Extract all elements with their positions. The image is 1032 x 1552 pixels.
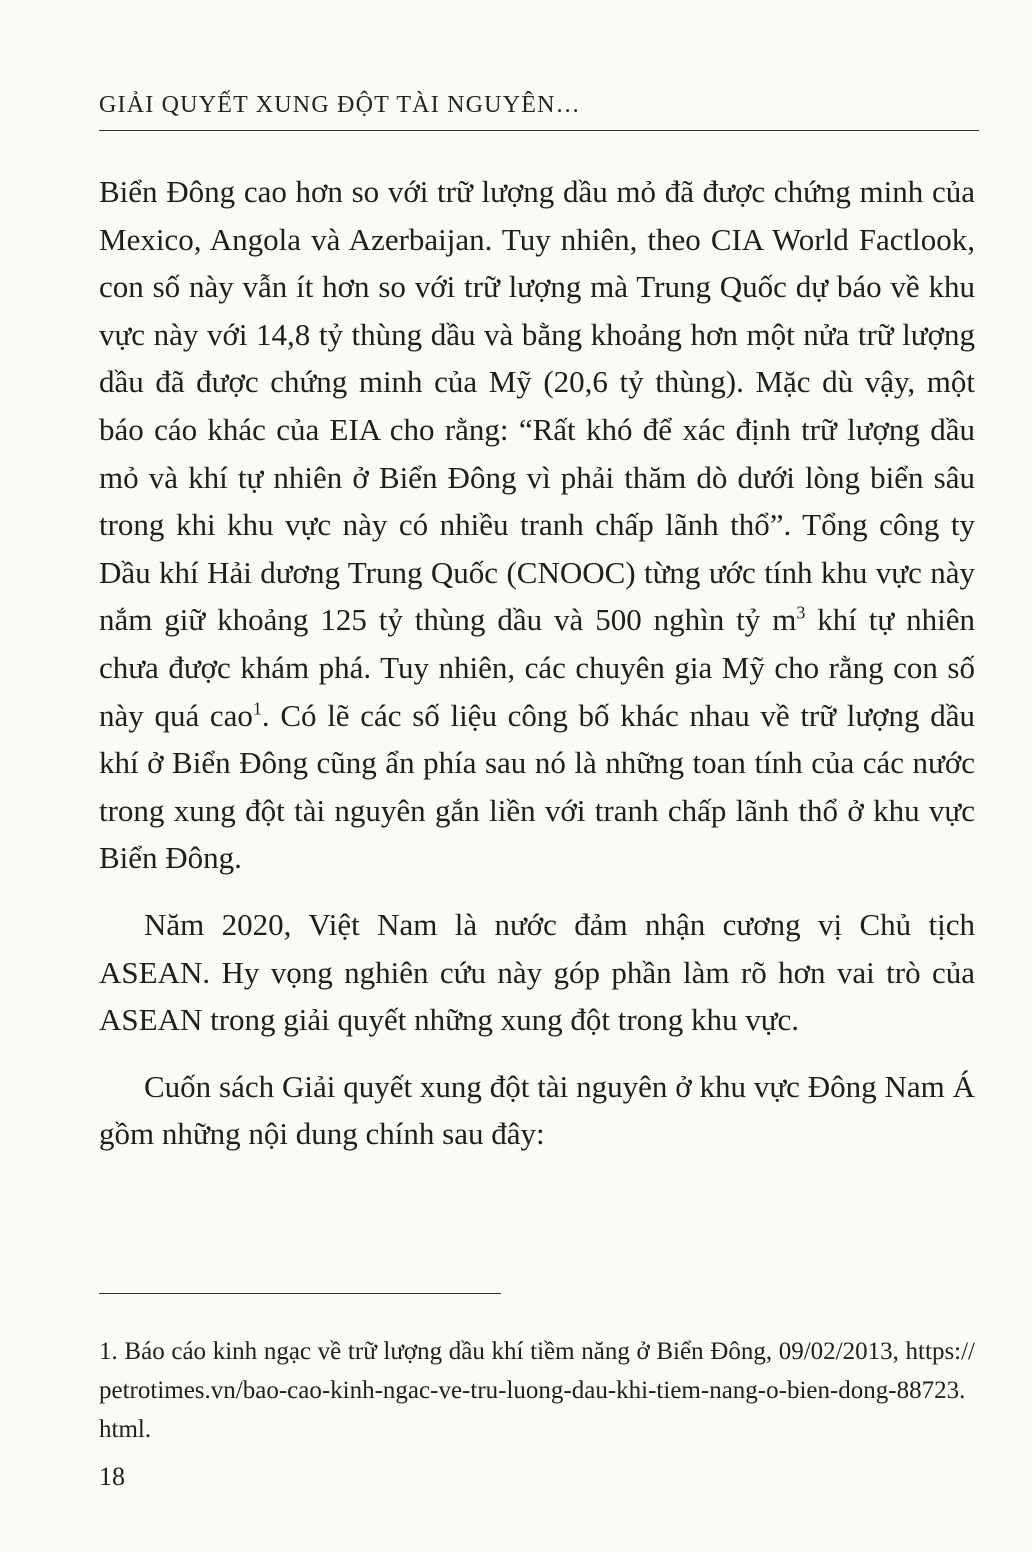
footnote-reference[interactable]: 1 — [252, 698, 262, 719]
footnote-text: Báo cáo kinh ngạc về trữ lượng dầu khí tiềm năng ở Biển Đông, 09/02/2013, — [124, 1338, 899, 1365]
paragraph-1-part-c: . Có lẽ các số liệu công bố khác nhau về trữ lượng dầu khí ở Biển Đông cũng ẩn phía sau nó là những toan tính của các nước trong xung đột tài nguyên gắn liền với tranh chấp lãnh thổ ở khu vực Biển Đông. — [99, 697, 975, 876]
paragraph-continued — [99, 168, 975, 882]
header-divider — [99, 130, 979, 131]
footnote-number: 1. — [99, 1338, 118, 1365]
footnote-divider — [99, 1293, 501, 1294]
cubic-superscript: 3 — [796, 603, 806, 624]
paragraph-book-contents: Cuốn sách Giải quyết xung đột tài nguyên ở khu vực Đông Nam Á gồm những nội dung chính sau đây: — [99, 1068, 975, 1152]
footnote-link[interactable]: https://petrotimes.vn/bao-cao-kinh-ngac-ve-tru-luong-dau-khi-tiem-nang-o-bien-dong-88723.html. — [99, 1338, 976, 1443]
main-body — [99, 168, 975, 1158]
running-header: GIẢI QUYẾT XUNG ĐỘT TÀI NGUYÊN… — [99, 92, 581, 118]
page-number: 18 — [99, 1462, 125, 1491]
paragraph-asean: Năm 2020, Việt Nam là nước đảm nhận cương vị Chủ tịch ASEAN. Hy vọng nghiên cứu này góp phần làm rõ hơn vai trò của ASEAN trong giải quyết những xung đột trong khu vực. — [99, 906, 975, 1038]
paragraph-1-part-b: khí tự nhiên chưa được khám phá. Tuy nhiên, các chuyên gia Mỹ cho rằng con số này quá cao — [99, 602, 975, 733]
paragraph-1-part-a: Biển Đông cao hơn so với trữ lượng dầu mỏ đã được chứng minh của Mexico, Angola và Azerbaijan. Tuy nhiên, theo CIA World Factlook, con số này vẫn ít hơn so với trữ lượng mà Trung Quốc dự báo về khu vực này với 14,8 tỷ thùng dầu và bằng khoảng hơn một nửa trữ lượng dầu đã được chứng minh của Mỹ (20,6 tỷ thùng). Mặc dù vậy, một báo cáo khác của EIA cho rằng: “Rất khó để xác định trữ lượng dầu mỏ và khí tự nhiên ở Biển Đông vì phải thăm dò dưới lòng biển sâu trong khi khu vực này có nhiều tranh chấp lãnh thổ”. Tổng công ty Dầu khí Hải dương Trung Quốc (CNOOC) từng ước tính khu vực này nắm giữ khoảng 125 tỷ thùng dầu và 500 nghìn tỷ m — [99, 174, 975, 638]
footnote — [99, 1332, 975, 1449]
